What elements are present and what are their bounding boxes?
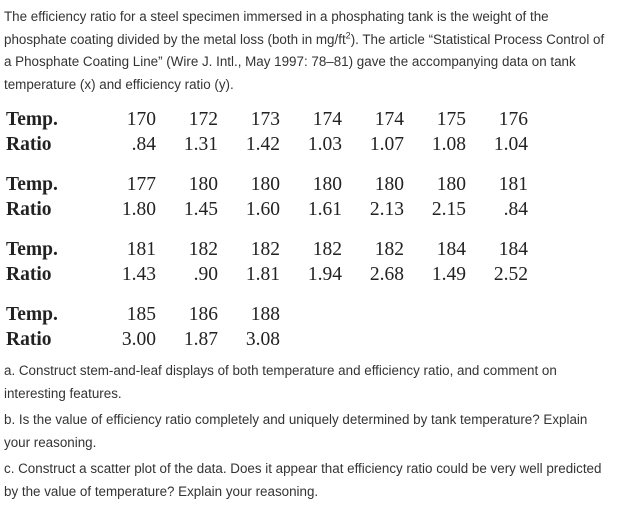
ratio-value: 3.00: [121, 329, 156, 350]
ratio-label: Ratio: [6, 264, 52, 285]
ratio-value: 1.80: [121, 199, 156, 220]
temp-value: 170: [126, 109, 156, 130]
ratio-value: 1.49: [431, 264, 466, 285]
group-spacer-cell: [6, 157, 528, 172]
temp-label: Temp.: [6, 304, 58, 325]
group-spacer: [6, 287, 528, 302]
ratio-value: 1.43: [121, 264, 156, 285]
ratio-value: 1.45: [183, 199, 218, 220]
ratio-value: .84: [503, 199, 528, 220]
ratio-value: 1.42: [245, 134, 280, 155]
group-spacer: [6, 222, 528, 237]
intro-text-2: ). The article “Statistical Process Control of a Phosphate Coating Line” (Wire J. Intl., May 1997: 78–81) gave the accompanying data on tank temperature (x) and efficiency ratio (y).: [4, 31, 605, 92]
temp-value: 184: [498, 239, 528, 260]
intro-superscript: 2: [345, 30, 351, 41]
temp-value: 180: [312, 174, 342, 195]
questions: [4, 360, 609, 507]
ratio-value: 2.52: [493, 264, 528, 285]
intro-paragraph: [4, 6, 609, 96]
ratio-value: 1.31: [183, 134, 218, 155]
ratio-row: [6, 197, 528, 222]
ratio-value: 1.61: [307, 199, 342, 220]
ratio-value: 1.04: [493, 134, 528, 155]
temp-value: 182: [250, 239, 280, 260]
intro-text-1: The efficiency ratio for a steel specimen immersed in a phosphating tank is the weight of the phosphate coating divided by the metal loss (both in mg/ft: [4, 9, 549, 47]
temp-label: Temp.: [6, 109, 58, 130]
temp-value: 175: [436, 109, 466, 130]
question-a: a. Construct stem-and-leaf displays of both temperature and efficiency ratio, and comment on interesting features.: [4, 363, 557, 401]
ratio-label: Ratio: [6, 134, 52, 155]
temp-value: 182: [188, 239, 218, 260]
temp-value: 174: [374, 109, 404, 130]
question-c: c. Construct a scatter plot of the data. Does it appear that efficiency ratio could be very well predicted by the value of temperature? Explain your reasoning.: [4, 461, 602, 499]
ratio-value: 1.87: [183, 329, 218, 350]
ratio-value: 1.03: [307, 134, 342, 155]
ratio-row: [6, 262, 528, 287]
temp-value: 174: [312, 109, 342, 130]
temp-value: 180: [250, 174, 280, 195]
group-spacer: [6, 157, 528, 172]
temp-value: 181: [498, 174, 528, 195]
ratio-value: 1.08: [431, 134, 466, 155]
temp-row: [6, 302, 528, 327]
ratio-row: [6, 327, 528, 352]
temp-value: 180: [188, 174, 218, 195]
temp-value: 184: [436, 239, 466, 260]
ratio-value: 1.60: [245, 199, 280, 220]
temp-value: 177: [126, 174, 156, 195]
ratio-value: 1.07: [369, 134, 404, 155]
temp-value: 173: [250, 109, 280, 130]
temp-value: 182: [312, 239, 342, 260]
temp-value: 180: [436, 174, 466, 195]
temp-value: 172: [188, 109, 218, 130]
ratio-value: 1.81: [245, 264, 280, 285]
ratio-label: Ratio: [6, 199, 52, 220]
temp-value: 176: [498, 109, 528, 130]
ratio-value: 2.15: [431, 199, 466, 220]
ratio-value: .84: [131, 134, 156, 155]
temp-value: 185: [126, 304, 156, 325]
temp-row: [6, 172, 528, 197]
ratio-value: 1.94: [307, 264, 342, 285]
data-table: [6, 107, 528, 352]
temp-value: 182: [374, 239, 404, 260]
ratio-row: [6, 132, 528, 157]
ratio-label: Ratio: [6, 329, 52, 350]
temp-label: Temp.: [6, 239, 58, 260]
temp-row: [6, 237, 528, 262]
group-spacer-cell: [6, 287, 528, 302]
ratio-value: 2.13: [369, 199, 404, 220]
question-b: b. Is the value of efficiency ratio completely and uniquely determined by tank temperature? Explain your reasoning.: [4, 412, 588, 450]
ratio-value: 2.68: [369, 264, 404, 285]
temp-row: [6, 107, 528, 132]
group-spacer-cell: [6, 222, 528, 237]
temp-value: 186: [188, 304, 218, 325]
temp-value: 180: [374, 174, 404, 195]
ratio-value: .90: [193, 264, 218, 285]
temp-value: 181: [126, 239, 156, 260]
temp-label: Temp.: [6, 174, 58, 195]
temp-value: 188: [250, 304, 280, 325]
ratio-value: 3.08: [245, 329, 280, 350]
